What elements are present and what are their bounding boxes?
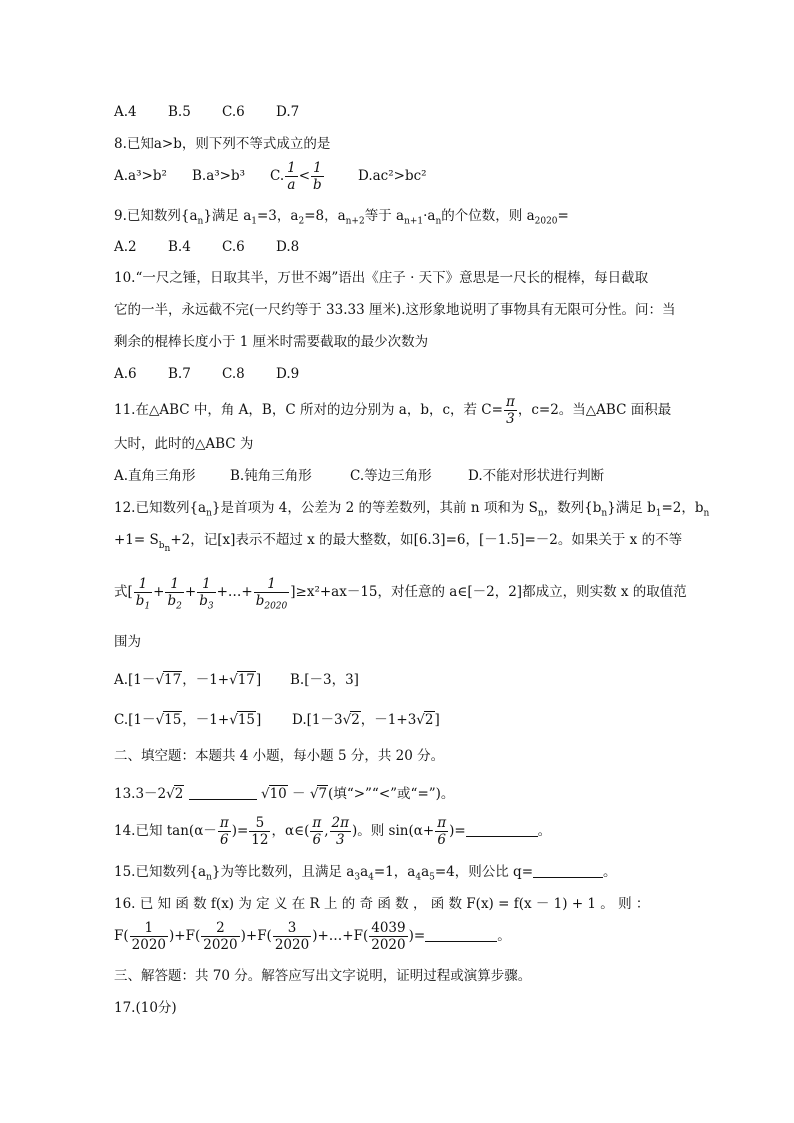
q12-option-c: C.[1－√15，－1+√15] bbox=[114, 712, 262, 728]
q7-option-d: D.7 bbox=[276, 104, 300, 120]
section-2-heading: 二、填空题：本题共 4 小题，每小题 5 分，共 20 分。 bbox=[114, 748, 445, 764]
q8-option-c: C. $\frac{1}{a}$ < $\frac{1}{b}$ bbox=[270, 160, 322, 193]
q9-stem: 9.已知数列$\{a_n\}$满足 $a_1=3$，$a_2=8$，$a_{n+2}$等于 $a_{n+1}\cdot a_n$的个位数，则 $a_{2020}=$ bbox=[114, 208, 569, 227]
q14-answer-blank[interactable] bbox=[466, 822, 538, 837]
q9-options bbox=[114, 237, 299, 257]
q11-options bbox=[114, 466, 604, 486]
q11-option-b: B.钝角三角形 bbox=[230, 468, 312, 484]
q14: 14.已知 tan(α－ $\frac{\pi}{6}$ )= $\frac{5}{12}$ ，α∈( $\frac{\pi}{6}$ , $\frac{2\pi}{3}$ )。则 sin(α+ $\frac{\pi}{6}$ )= 。 bbox=[114, 815, 552, 848]
q17-heading: 17.(10分) bbox=[114, 1000, 177, 1016]
q16-line-1: 16. 已 知 函 数 f(x) 为 定 义 在 R 上 的 奇 函 数 ， 函 数 F(x) = f(x － 1) + 1 。 则 ： bbox=[114, 896, 650, 912]
q12-option-d: D.[1－3√2，－1+3√2] bbox=[292, 712, 440, 728]
q8-option-a: A.a³>b² bbox=[114, 168, 167, 184]
q12-option-b: B.[－3，3] bbox=[290, 672, 359, 688]
q11-line-1: 11.在△ABC 中，角 A，B，C 所对的边分别为 a，b，c，若 C= $\frac{\pi}{3}$ ，c=2。当△ABC 面积最 bbox=[114, 394, 672, 427]
q13: 13.3－2√2 √10 － √7(填“>”“<”或“=”)。 bbox=[114, 786, 455, 802]
q9-option-d: D.8 bbox=[276, 239, 300, 255]
q7-option-a: A.4 bbox=[114, 104, 137, 120]
q13-answer-blank[interactable] bbox=[189, 785, 257, 800]
q9-option-c: C.6 bbox=[222, 239, 245, 255]
q10-option-b: B.7 bbox=[168, 366, 191, 382]
q8-stem: 8.已知a>b，则下列不等式成立的是 bbox=[114, 136, 331, 152]
q7-options bbox=[114, 102, 299, 122]
q8-options bbox=[114, 160, 427, 193]
q12-line-1: 12.已知数列$\{a_n\}$是首项为 4，公差为 2 的等差数列，其前 n 项和为 $S_n$，数列$\{b_n\}$满足 $b_1=2$，$b_n$ bbox=[114, 500, 710, 519]
q16-line-2: F( $\frac{1}{2020}$ )+F( $\frac{2}{2020}$ )+F( $\frac{3}{2020}$ )+…+F( $\frac{4039}{2020}$ )= 。 bbox=[114, 920, 511, 953]
q9-option-b: B.4 bbox=[168, 239, 191, 255]
q10-option-a: A.6 bbox=[114, 366, 137, 382]
q12-option-a: A.[1－√17，－1+√17] bbox=[114, 672, 262, 688]
q11-option-a: A.直角三角形 bbox=[114, 468, 196, 484]
q10-option-c: C.8 bbox=[222, 366, 245, 382]
q9-option-a: A.2 bbox=[114, 239, 137, 255]
q12-options-ab bbox=[114, 670, 359, 690]
q11-line-2: 大时，此时的△ABC 为 bbox=[114, 436, 254, 452]
q12-options-cd bbox=[114, 710, 440, 730]
q10-options bbox=[114, 364, 299, 384]
q10-line-2: 它的一半，永远截不完(一尺约等于 33.33 厘米).这形象地说明了事物具有无限可分性。问：当 bbox=[114, 302, 676, 318]
q8-option-d: D.ac²>bc² bbox=[358, 168, 427, 184]
q10-option-d: D.9 bbox=[276, 366, 300, 382]
q11-option-c: C.等边三角形 bbox=[350, 468, 432, 484]
q12-line-3: 式[ $\frac{1}{b_1}$ + $\frac{1}{b_2}$ + $\frac{1}{b_3}$ +…+ $\frac{1}{b_{2020}}$ ]≥x²+ax－15，对任意的 a∈[－2，2]都成立，则实数 x 的取值范 bbox=[114, 576, 687, 612]
q12-line-4: 围为 bbox=[114, 634, 141, 650]
section-3-heading: 三、解答题：共 70 分。解答应写出文字说明，证明过程或演算步骤。 bbox=[114, 968, 532, 984]
q12-line-2: $+1= S_{b_n}+2$，记[x]表示不超过 x 的最大整数，如[6.3]=6，[－1.5]=－2。如果关于 x 的不等 bbox=[114, 532, 683, 554]
q15-answer-blank[interactable] bbox=[533, 863, 603, 878]
q15: 15.已知数列$\{a_n\}$为等比数列，且满足 $a_3a_4=1$，$a_4a_5=4$，则公比 q= 。 bbox=[114, 864, 617, 883]
q10-line-3: 剩余的棍棒长度小于 1 厘米时需要截取的最少次数为 bbox=[114, 334, 429, 350]
q8-option-b: B.a³>b³ bbox=[192, 168, 246, 184]
q7-option-b: B.5 bbox=[168, 104, 191, 120]
q7-option-c: C.6 bbox=[222, 104, 245, 120]
q10-line-1: 10.“一尺之锤，日取其半，万世不竭”语出《庄子 · 天下》意思是一尺长的棍棒，每日截取 bbox=[114, 270, 649, 286]
q11-option-d: D.不能对形状进行判断 bbox=[468, 468, 605, 484]
q16-answer-blank[interactable] bbox=[425, 927, 497, 942]
